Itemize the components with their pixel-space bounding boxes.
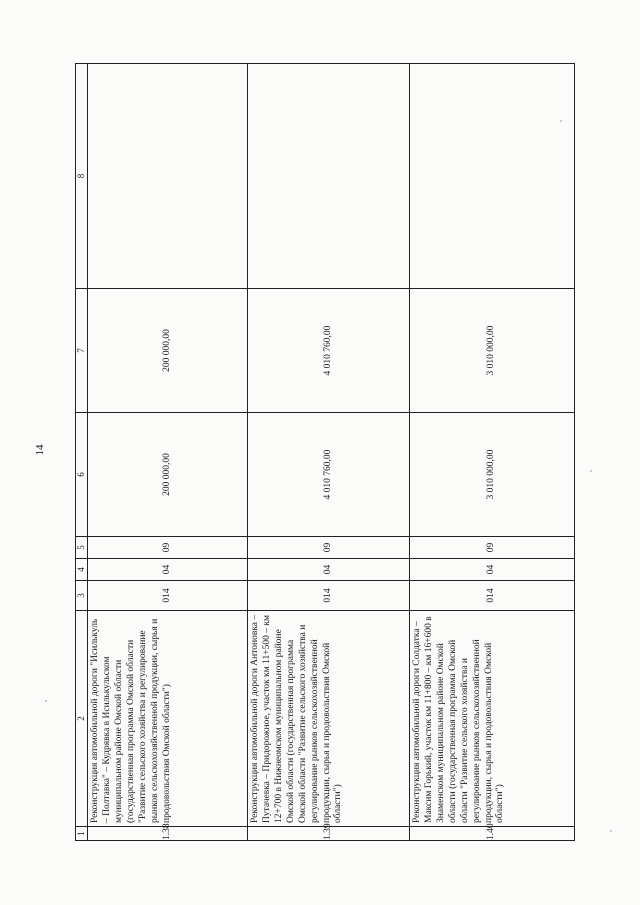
row-amount-8 xyxy=(410,64,575,289)
row-amount-7: 4 010 760,00 xyxy=(248,289,410,413)
row-number: 1.38 xyxy=(88,827,248,841)
row-description: Реконструкция автомобильной дороги Антоновка – Путачевка – Придорожное, участок км 11+500 – км 12+700 в Нижнеомском муниципальном районе Омской области (государственная программа Омской области "Развитие сельского хозяйства и регулирование рынков сельскохозяйственной продукции, сырья и продовольствия Омской области") xyxy=(248,611,410,827)
row-amount-6: 200 000,00 xyxy=(88,413,248,537)
row-amount-8 xyxy=(88,64,248,289)
row-amount-7: 200 000,00 xyxy=(88,289,248,413)
row-code-5: 09 xyxy=(88,537,248,559)
row-code-5: 09 xyxy=(410,537,575,559)
budget-table xyxy=(75,63,575,841)
header-cell-8: 8 xyxy=(76,64,88,289)
row-amount-7: 3 010 000,00 xyxy=(410,289,575,413)
header-cell-6: 6 xyxy=(76,413,88,537)
table-row xyxy=(88,64,248,841)
rotated-table-wrapper xyxy=(75,63,575,841)
header-cell-4: 4 xyxy=(76,559,88,581)
scan-speck xyxy=(610,830,612,832)
scan-speck xyxy=(590,470,592,472)
row-number: 1.40 xyxy=(410,827,575,841)
table-row xyxy=(410,64,575,841)
row-description: Реконструкция автомобильной дороги Солдатка – Максим Горький, участок км 11+800 – км 16+600 в Знаменском муниципальном районе Омской области (государственная программа Омской области "Развитие сельского хозяйства и регулирование рынков сельскохозяйственной продукции, сырья и продовольствия Омской области") xyxy=(410,611,575,827)
row-number: 1.39 xyxy=(248,827,410,841)
scan-speck xyxy=(45,700,47,702)
row-code-3: 014 xyxy=(410,581,575,611)
header-cell-3: 3 xyxy=(76,581,88,611)
row-description: Реконструкция автомобильной дороги "Исилькуль – Полтавка" – Кудрявка в Исилькульском муниципальном районе Омской области (государственная программа Омской области "Развитие сельского хозяйства и регулирование рынков сельскохозяйственной продукции, сырья и продовольствия Омской области") xyxy=(88,611,248,827)
row-amount-8 xyxy=(248,64,410,289)
row-code-4: 04 xyxy=(248,559,410,581)
row-code-3: 014 xyxy=(88,581,248,611)
header-cell-7: 7 xyxy=(76,289,88,413)
row-code-5: 09 xyxy=(248,537,410,559)
scan-speck xyxy=(560,120,562,122)
page-number: 14 xyxy=(34,444,46,456)
row-code-4: 04 xyxy=(410,559,575,581)
row-code-3: 014 xyxy=(248,581,410,611)
table-row xyxy=(248,64,410,841)
header-row xyxy=(76,64,88,841)
row-code-4: 04 xyxy=(88,559,248,581)
header-cell-1: 1 xyxy=(76,827,88,841)
row-amount-6: 3 010 000,00 xyxy=(410,413,575,537)
header-cell-5: 5 xyxy=(76,537,88,559)
row-amount-6: 4 010 760,00 xyxy=(248,413,410,537)
header-cell-2: 2 xyxy=(76,611,88,827)
